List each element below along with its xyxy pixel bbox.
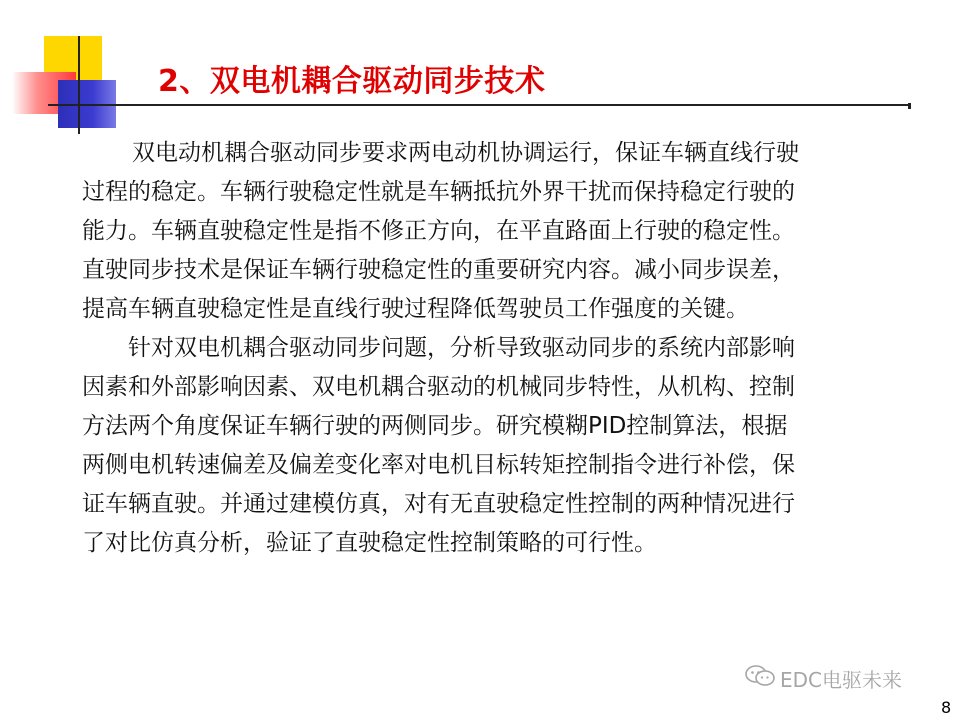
watermark-text: EDC电驱未来: [780, 667, 903, 692]
text-line: 提高车辆直驶稳定性是直线行驶过程降低驾驶员工作强度的关键。: [82, 296, 749, 322]
wechat-icon: [744, 664, 776, 693]
page-number: 8: [941, 698, 952, 717]
paragraph-1: [82, 134, 922, 329]
slide-title: 2、双电机耦合驱动同步技术: [158, 64, 546, 99]
text-line: 两侧电机转速偏差及偏差变化率对电机目标转矩控制指令进行补偿，保: [82, 452, 795, 478]
decor-vertical-line: [78, 36, 80, 134]
text-line: 过程的稳定。车辆行驶稳定性就是车辆抵抗外界干扰而保持稳定行驶的: [82, 179, 795, 205]
text-line: 方法两个角度保证车辆行驶的两侧同步。研究模糊PID控制算法，根据: [82, 413, 788, 439]
text-line: 针对双电机耦合驱动同步问题，分析导致驱动同步的系统内部影响: [128, 335, 795, 361]
slide-body: [82, 134, 922, 563]
text-line: 了对比仿真分析，验证了直驶稳定性控制策略的可行性。: [82, 530, 657, 556]
text-line: 双电动机耦合驱动同步要求两电动机协调运行，保证车辆直线行驶: [132, 140, 799, 166]
text-line: 直驶同步技术是保证车辆行驶稳定性的重要研究内容。减小同步误差，: [82, 257, 795, 283]
text-line: 证车辆直驶。并通过建模仿真，对有无直驶稳定性控制的两种情况进行: [82, 491, 795, 517]
divider-end-mark: [908, 103, 911, 109]
title-divider-line: [48, 104, 910, 106]
paragraph-2: [82, 329, 922, 563]
text-line: 能力。车辆直驶稳定性是指不修正方向，在平直路面上行驶的稳定性。: [82, 218, 795, 244]
text-line: 因素和外部影响因素、双电机耦合驱动的机械同步特性，从机构、控制: [82, 374, 795, 400]
watermark: [744, 664, 902, 692]
